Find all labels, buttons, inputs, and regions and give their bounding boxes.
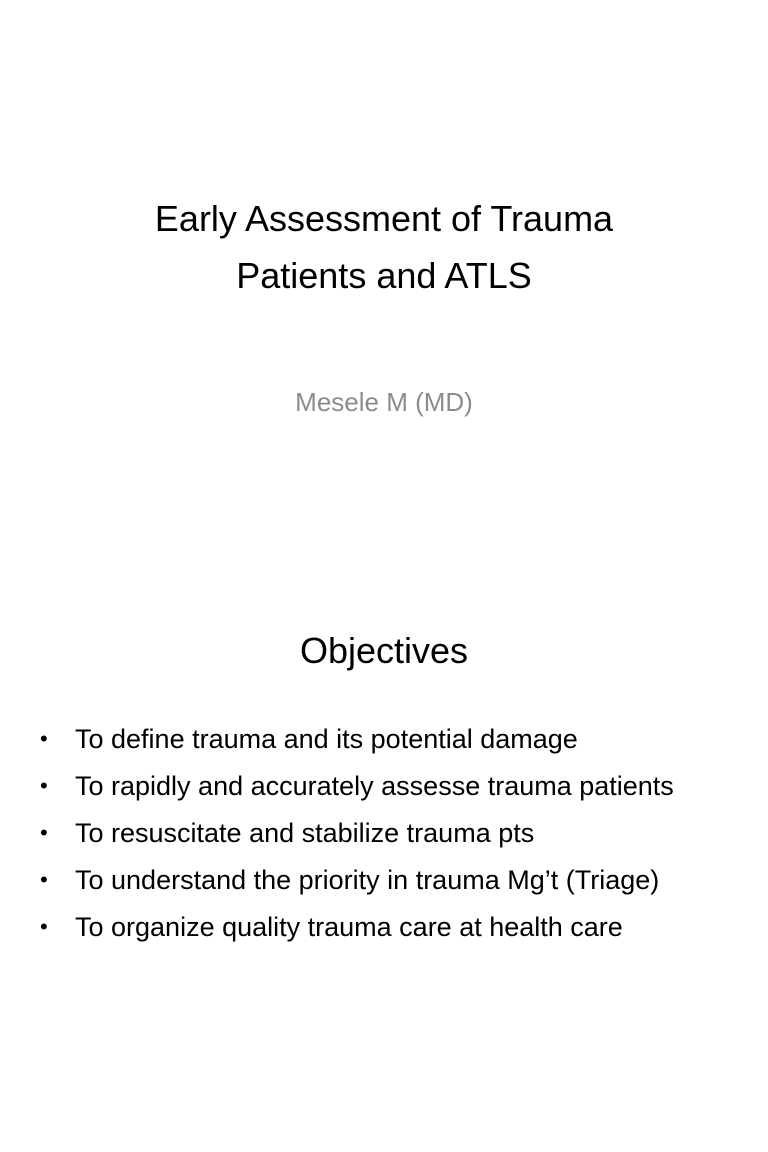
bullet-item	[40, 859, 740, 901]
bullet-item	[40, 906, 740, 948]
bullet-text: To understand the priority in trauma Mg’t (Triage)	[75, 865, 660, 895]
bullet-item	[40, 765, 740, 807]
bullet-text: To organize quality trauma care at health care	[75, 912, 623, 942]
objectives-slide	[0, 576, 768, 1152]
bullet-dot-icon: •	[40, 867, 48, 892]
bullet-dot-icon: •	[40, 773, 48, 798]
bullet-text: To define trauma and its potential damage	[75, 724, 578, 754]
bullet-item	[40, 812, 740, 854]
bullet-text: To resuscitate and stabilize trauma pts	[75, 818, 535, 848]
slide-subtitle-author: Mesele M (MD)	[295, 387, 473, 417]
slide-title	[0, 190, 768, 304]
bullet-dot-icon: •	[40, 820, 48, 845]
objectives-title: Objectives	[299, 630, 469, 671]
bullet-dot-icon: •	[40, 726, 48, 751]
bullet-item	[40, 718, 740, 760]
slide-title-line-1: Early Assessment of Trauma	[154, 198, 614, 239]
bullet-text: To rapidly and accurately assesse trauma patients	[75, 771, 674, 801]
bullet-dot-icon: •	[40, 914, 48, 939]
slide-title-line-2: Patients and ATLS	[236, 255, 532, 296]
objectives-bullet-list	[40, 718, 740, 953]
